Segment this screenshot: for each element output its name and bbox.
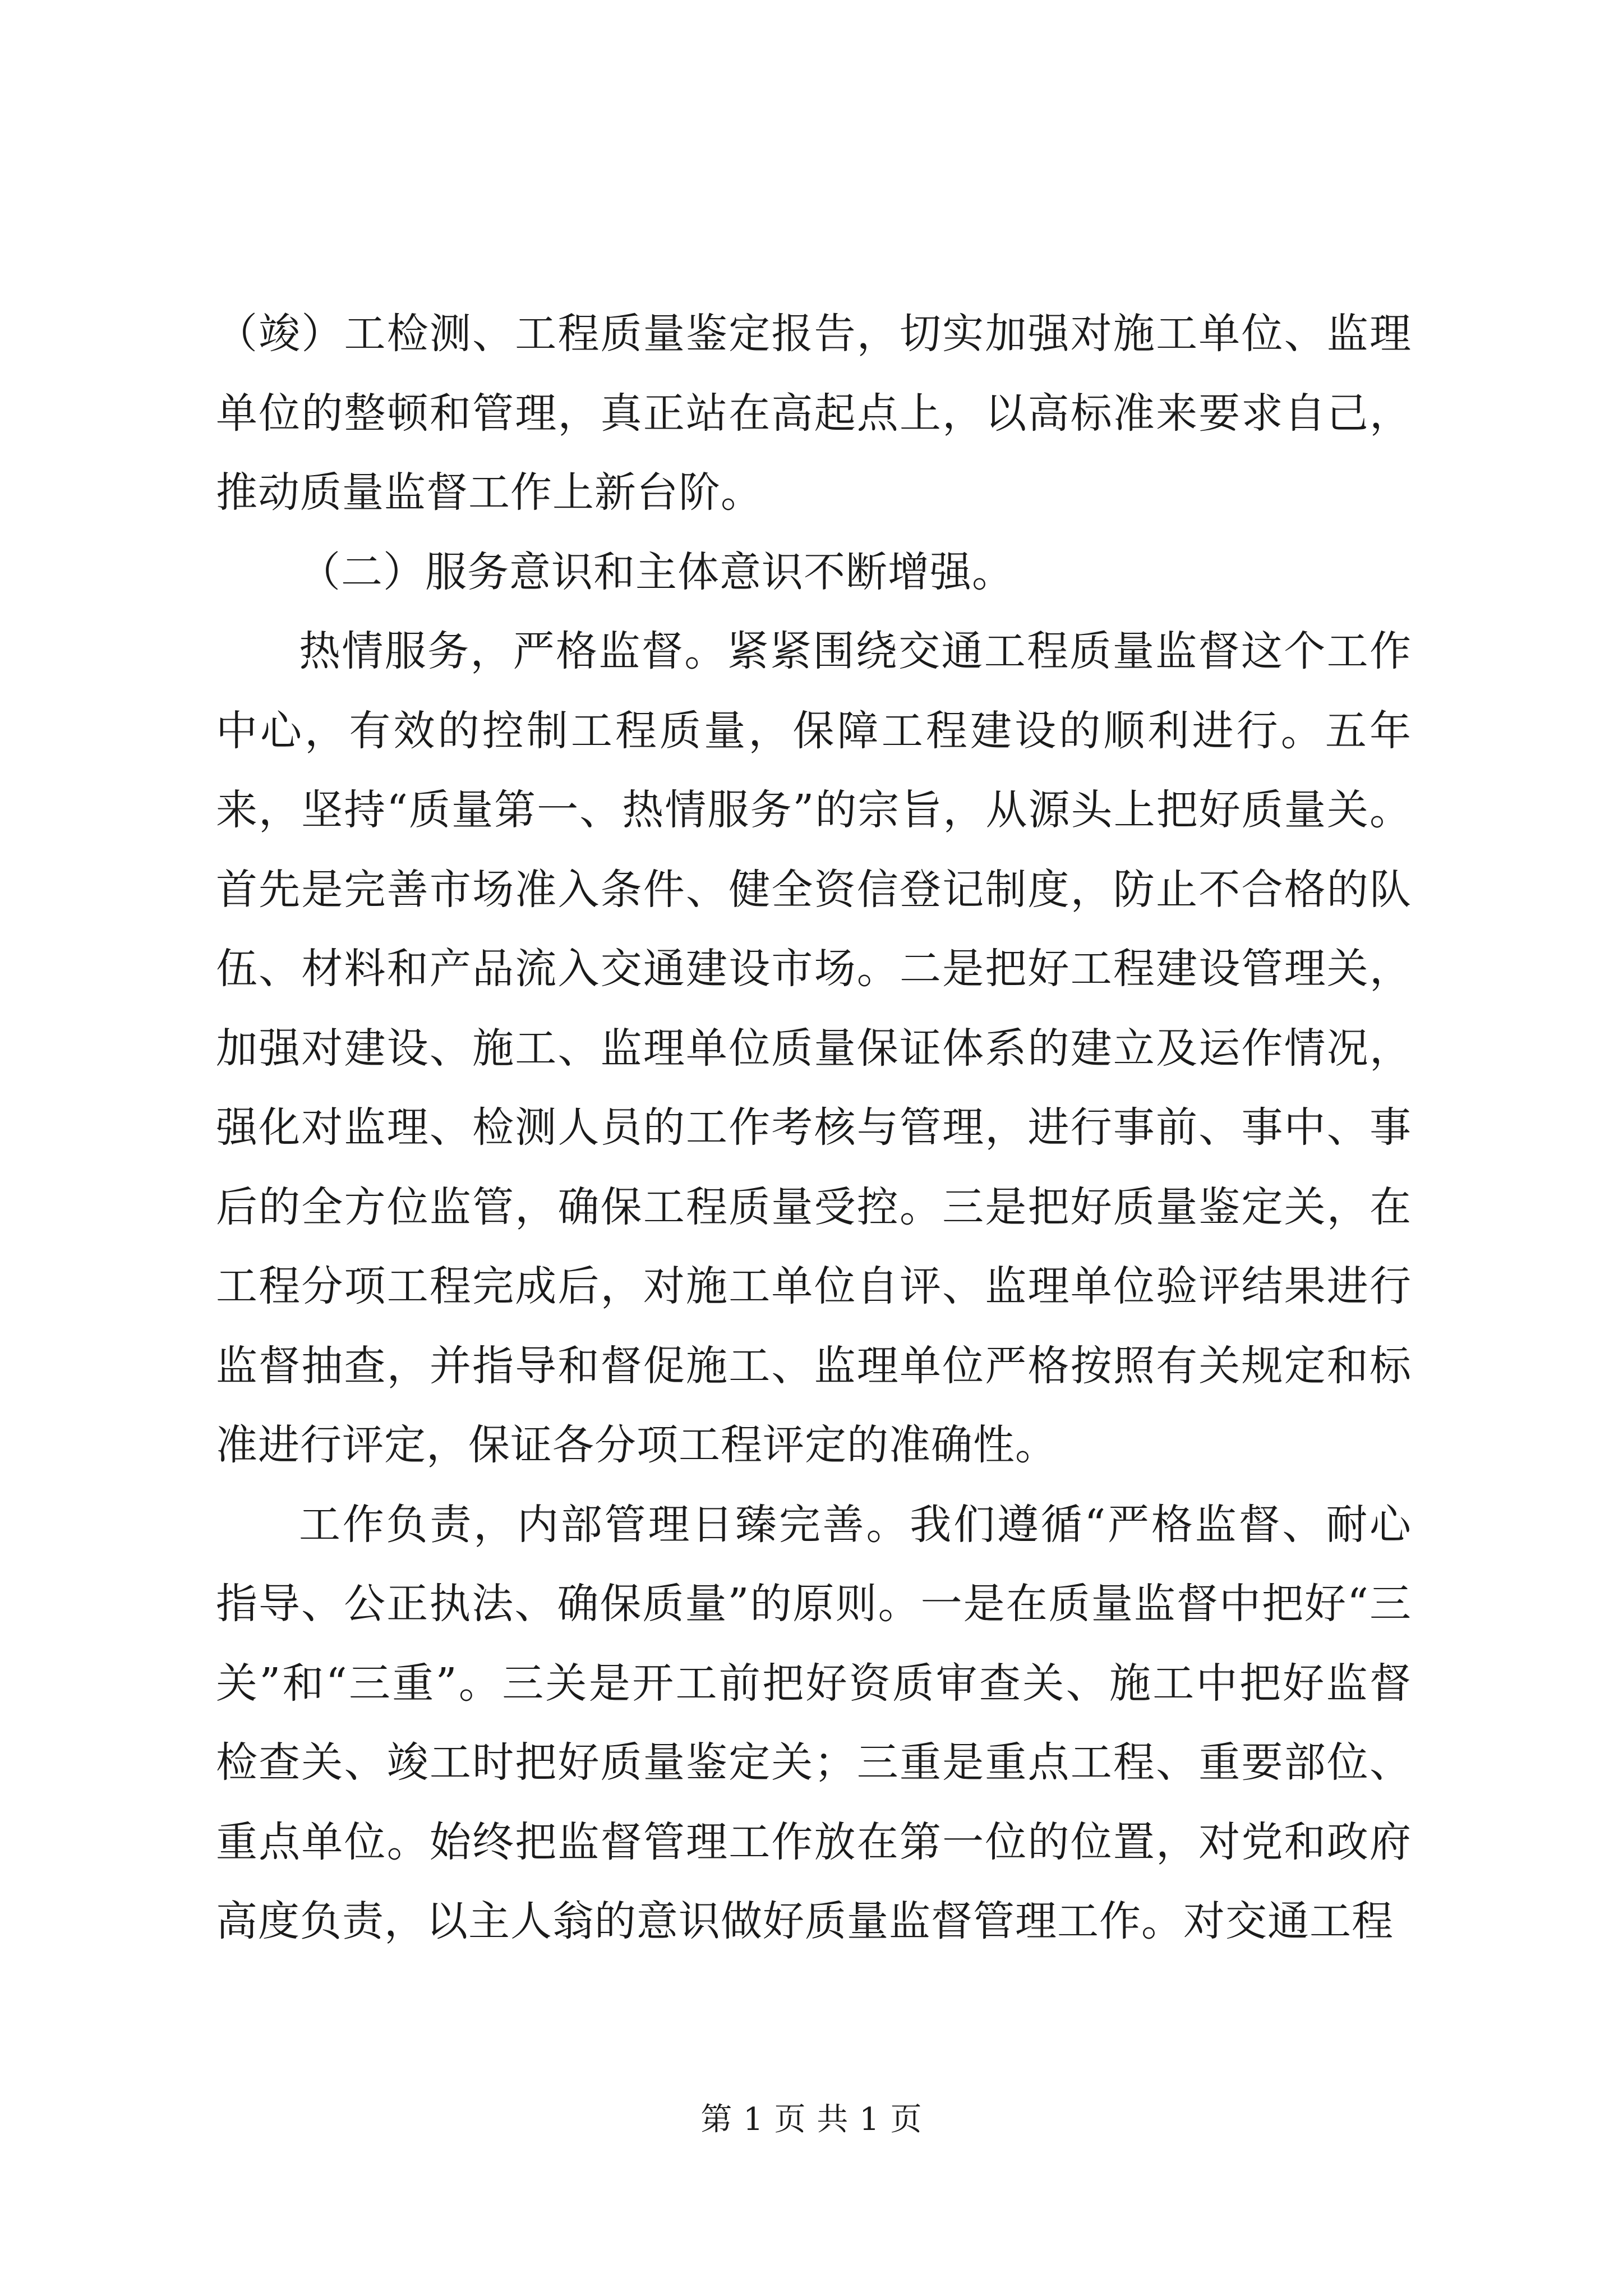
paragraph-continuation: （竣）工检测、工程质量鉴定报告，切实加强对施工单位、监理单位的整顿和管理，真正站在高起点上，以高标准来要求自己，推动质量监督工作上新台阶。: [216, 310, 1412, 517]
paragraph-management: 工作负责，内部管理日臻完善。我们遵循“严格监督、耐心指导、公正执法、确保质量”的原则。一是在质量监督中把好“三关”和“三重”。三关是开工前把好资质审查关、施工中把好监督检查关、竣工时把好质量鉴定关；三重是重点工程、重要部位、重点单位。始终把监督管理工作放在第一位的位置，对党和政府高度负责，以主人翁的意识做好质量监督管理工作。对交通工程: [216, 1500, 1412, 1945]
document-body: [216, 295, 1412, 1962]
section-heading: （二）服务意识和主体意识不断增强。: [299, 547, 1014, 596]
page-footer: 第 1 页 共 1 页: [700, 2101, 923, 2138]
paragraph-service: 热情服务，严格监督。紧紧围绕交通工程质量监督这个工作中心，有效的控制工程质量，保障工程建设的顺利进行。五年来，坚持“质量第一、热情服务”的宗旨，从源头上把好质量关。首先是完善市场准入条件、健全资信登记制度，防止不合格的队伍、材料和产品流入交通建设市场。二是把好工程建设管理关，加强对建设、施工、监理单位质量保证体系的建立及运作情况，强化对监理、检测人员的工作考核与管理，进行事前、事中、事后的全方位监管，确保工程质量受控。三是把好质量鉴定关，在工程分项工程完成后，对施工单位自评、监理单位验评结果进行监督抽查，并指导和督促施工、监理单位严格按照有关规定和标准进行评定，保证各分项工程评定的准确性。: [216, 627, 1412, 1469]
